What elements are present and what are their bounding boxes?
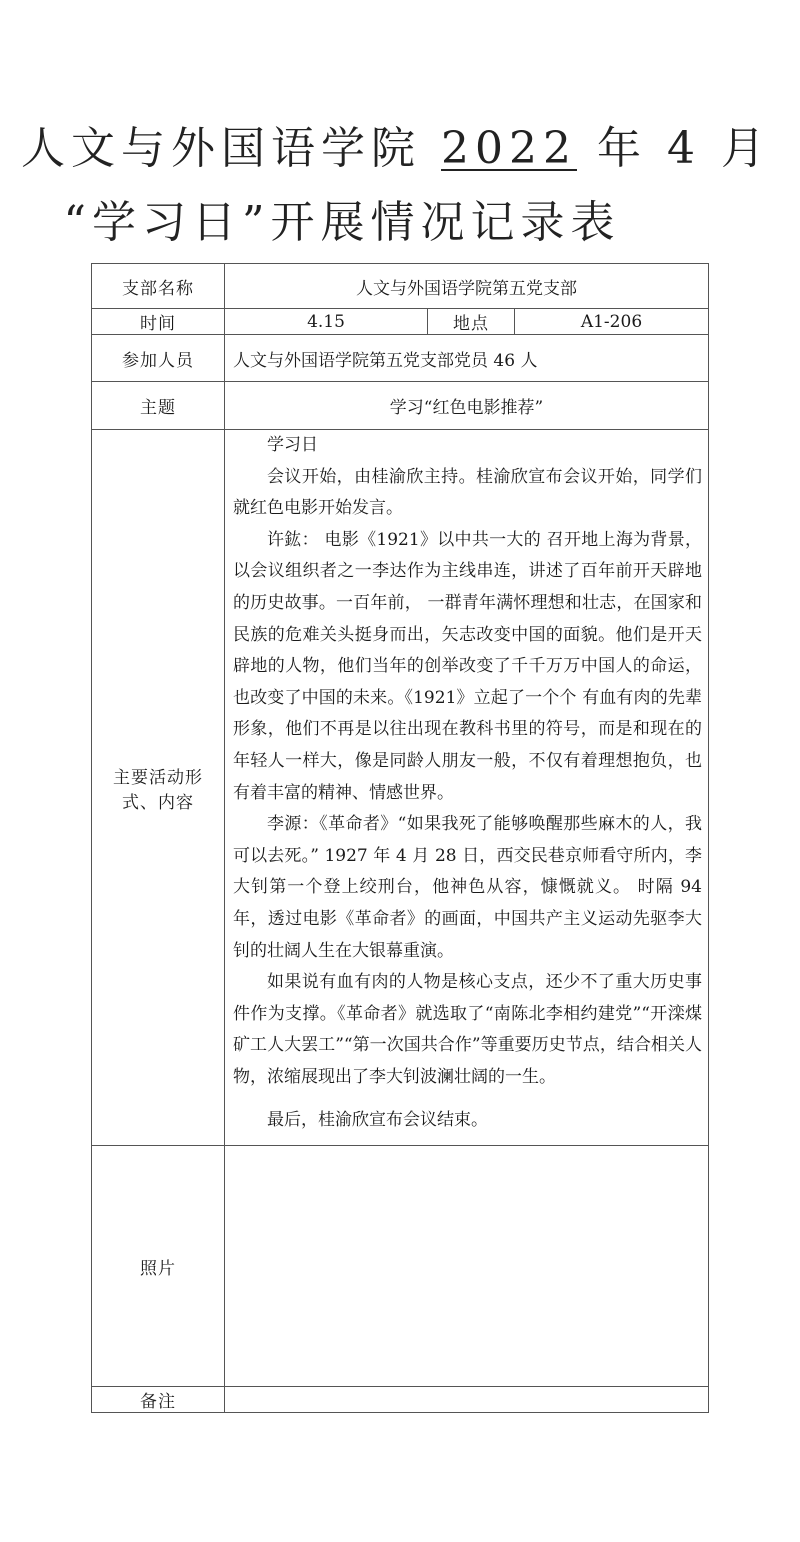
branch-label: 支部名称	[92, 264, 225, 309]
content-paragraph: 会议开始，由桂渝欣主持。桂渝欣宣布会议开始，同学们就红色电影开始发言。	[233, 466, 702, 519]
document-title-line1	[0, 112, 796, 176]
title-college: 人文与外国语学院	[21, 123, 422, 174]
participants-value: 人文与外国语学院第五党支部党员 46 人	[225, 335, 709, 382]
photo-row	[92, 1146, 709, 1387]
title-month: 年 4 月	[597, 123, 771, 174]
content-paragraph: 学习日	[267, 435, 318, 455]
record-form-table	[91, 263, 709, 1413]
note-value	[225, 1387, 709, 1413]
time-row	[92, 309, 709, 335]
participants-row	[92, 335, 709, 382]
content-paragraph: 如果说有血有肉的人物是核心支点，还少不了重大历史事件作为支撑。《革命者》就选取了“南陈北李相约建党”“开滦煤矿工人大罢工”“第一次国共合作”等重要历史节点，结合相关人物，浓缩展现出了李大钊波澜壮阔的一生。	[233, 972, 702, 1087]
title-year: 2022	[441, 123, 577, 174]
content-paragraph: 许鈜： 电影《1921》以中共一大的 召开地上海为背景，以会议组织者之一李达作为主线串连，讲述了百年前开天辟地的历史故事。一百年前， 一群青年满怀理想和壮志，在国家和民族的危难关头挺身而出，矢志改变中国的面貌。他们是开天辟地的人物，他们当年的创举改变了千千万万中国人的命运，也改变了中国的未来。《1921》立起了一个个 有血有肉的先辈形象，他们不再是以往出现在教科书里的符号，而是和现在的年轻人一样大，像是同龄人朋友一般，不仅有着理想抱负，也有着丰富的精神、情感世界。	[233, 529, 702, 803]
content-paragraph: 李源：《革命者》“如果我死了能够唤醒那些麻木的人，我可以去死。” 1927 年 4 月 28 日，西交民巷京师看守所内，李大钊第一个登上绞刑台，他神色从容，慷慨就义。 时隔 94 年，透过电影《革命者》的画面，中国共产主义运动先驱李大钊的壮阔人生在大银幕重演。	[233, 814, 702, 961]
theme-row	[92, 382, 709, 430]
place-label: 地点	[428, 309, 515, 335]
content-paragraph: 最后，桂渝欣宣布会议结束。	[267, 1110, 488, 1131]
theme-label: 主题	[92, 382, 225, 430]
time-label: 时间	[92, 309, 225, 335]
place-value: A1-206	[515, 309, 709, 335]
branch-value: 人文与外国语学院第五党支部	[225, 264, 709, 309]
time-value: 4.15	[225, 309, 428, 335]
document-title-line2: “学习日”开展情况记录表	[63, 197, 621, 248]
note-row	[92, 1387, 709, 1413]
branch-row	[92, 264, 709, 309]
photo-label: 照片	[92, 1146, 225, 1387]
content-label: 主要活动形式、内容	[92, 430, 225, 1146]
photo-area	[225, 1146, 709, 1387]
note-label: 备注	[92, 1387, 225, 1413]
content-row	[92, 430, 709, 1146]
theme-value: 学习“红色电影推荐”	[225, 382, 709, 430]
content-body	[225, 430, 709, 1146]
participants-label: 参加人员	[92, 335, 225, 382]
